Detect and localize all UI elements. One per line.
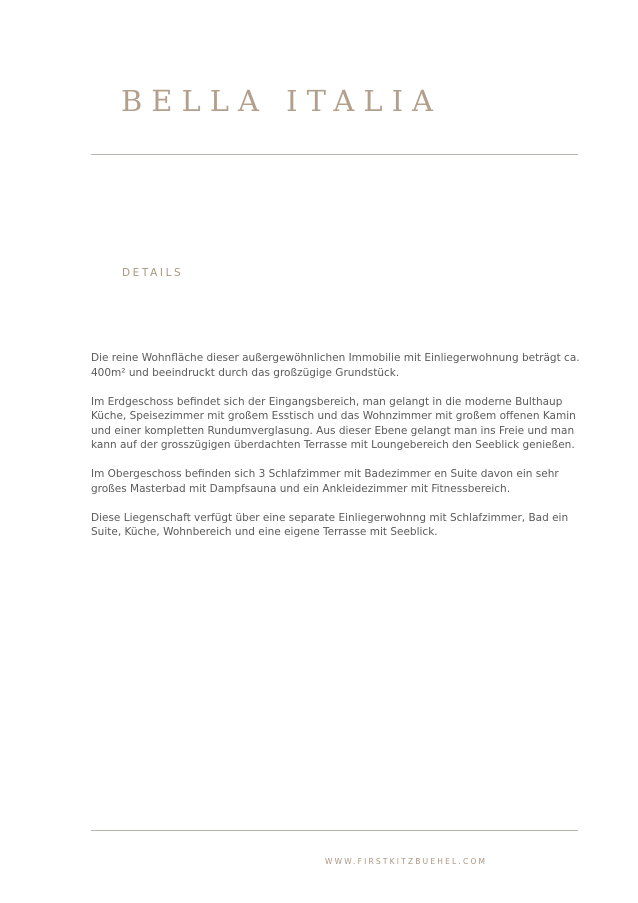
details-body xyxy=(91,351,581,554)
details-paragraph: Im Erdgeschoss befindet sich der Eingangsbereich, man gelangt in die moderne Bulthaup Küche, Speisezimmer mit großem Esstisch und das Wohnzimmer mit großem offenen Kamin und einer kompletten Rundumverglasung. Aus dieser Ebene gelangt man ins Freie und man kann auf der grosszügigen überdachten Terrasse mit Loungebereich den Seeblick genießen. xyxy=(91,395,576,451)
section-heading-details: DETAILS xyxy=(122,267,184,279)
details-paragraph: Diese Liegenschaft verfügt über eine separate Einliegerwohnng mit Schlafzimmer, Bad ein Suite, Küche, Wohnbereich und eine eigene Terrasse mit Seeblick. xyxy=(91,511,569,538)
details-paragraph: Die reine Wohnfläche dieser außergewöhnlichen Immobilie mit Einliegerwohnung beträgt ca. 400m² und beeindruckt durch das großzügige Grundstück. xyxy=(91,352,580,379)
footer-website-link[interactable]: WWW.FIRSTKITZBUEHEL.COM xyxy=(325,857,488,866)
page-title: BELLA ITALIA xyxy=(121,84,442,118)
header-divider xyxy=(91,154,578,155)
details-paragraph: Im Obergeschoss befinden sich 3 Schlafzimmer mit Badezimmer en Suite davon ein sehr großes Masterbad mit Dampfsauna und ein Ankleidezimmer mit Fitnessbereich. xyxy=(91,468,559,495)
footer-divider xyxy=(91,830,578,831)
